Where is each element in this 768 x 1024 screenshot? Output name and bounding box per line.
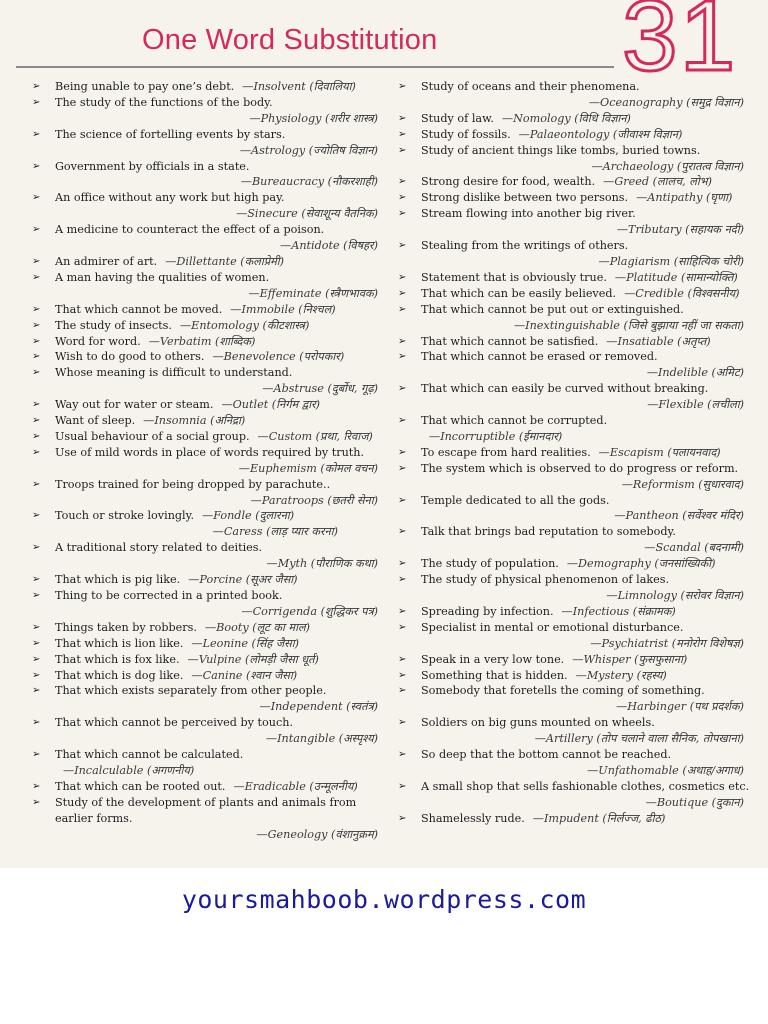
entry-answer: —Nomology (विधि विज्ञान) bbox=[501, 111, 631, 125]
word-entry bbox=[398, 668, 744, 684]
entry-definition: Study of ancient things like tombs, buried towns. bbox=[421, 143, 701, 157]
word-entry bbox=[398, 190, 744, 206]
arrow-bullet-icon: ➢ bbox=[398, 669, 407, 681]
entry-definition: Want of sleep. bbox=[55, 414, 136, 428]
right-column bbox=[398, 79, 750, 827]
entry-answer: —Demography (जनसांख्यिकी) bbox=[566, 557, 716, 571]
arrow-bullet-icon: ➢ bbox=[398, 351, 407, 363]
word-entry bbox=[32, 652, 378, 668]
entry-definition: Government by officials in a state. bbox=[55, 159, 250, 173]
word-entry bbox=[398, 111, 744, 127]
entry-definition: Study of oceans and their phenomena. bbox=[421, 80, 640, 93]
word-entry bbox=[32, 540, 378, 572]
word-entry bbox=[398, 127, 744, 143]
word-entry bbox=[398, 683, 744, 715]
entry-answer: —Abstruse (दुर्बोध, गूढ़) bbox=[262, 382, 378, 396]
word-entry bbox=[32, 318, 378, 334]
entry-definition: Use of mild words in place of words required by truth. bbox=[55, 445, 365, 459]
arrow-bullet-icon: ➢ bbox=[398, 462, 407, 474]
word-entry bbox=[32, 397, 378, 413]
entry-answer: —Porcine (सूअर जैसा) bbox=[188, 573, 298, 587]
entry-definition: Talk that brings bad reputation to somebody. bbox=[421, 525, 676, 539]
arrow-bullet-icon: ➢ bbox=[32, 621, 41, 633]
entry-definition: The science of fortelling events by stars. bbox=[55, 127, 286, 141]
entry-definition: A traditional story related to deities. bbox=[55, 541, 263, 555]
entry-answer: —Outlet (निर्गम द्वार) bbox=[221, 398, 321, 412]
word-entry bbox=[398, 413, 744, 445]
entry-answer: —Verbatim (शाब्दिक) bbox=[148, 334, 256, 348]
arrow-bullet-icon: ➢ bbox=[398, 494, 407, 506]
entry-definition: Specialist in mental or emotional disturbance. bbox=[421, 620, 684, 634]
entry-answer: —Bureaucracy (नौकरशाही) bbox=[240, 175, 378, 189]
word-entry bbox=[32, 159, 378, 191]
entry-definition: An admirer of art. bbox=[55, 254, 158, 268]
arrow-bullet-icon: ➢ bbox=[32, 510, 41, 522]
word-entry bbox=[32, 334, 378, 350]
arrow-bullet-icon: ➢ bbox=[398, 287, 407, 299]
entry-definition: Thing to be corrected in a printed book. bbox=[55, 589, 283, 602]
entry-definition: That which cannot be put out or extinguished. bbox=[421, 302, 684, 316]
entry-definition: Wish to do good to others. bbox=[55, 350, 205, 364]
entry-answer: —Intangible (अस्पृश्य) bbox=[265, 732, 378, 746]
word-entry bbox=[398, 779, 750, 811]
arrow-bullet-icon: ➢ bbox=[32, 574, 41, 586]
arrow-bullet-icon: ➢ bbox=[398, 192, 407, 204]
arrow-bullet-icon: ➢ bbox=[398, 271, 407, 283]
arrow-bullet-icon: ➢ bbox=[398, 415, 407, 427]
entry-definition: An office without any work but high pay. bbox=[55, 191, 285, 205]
entry-answer: —Psychiatrist (मनोरोग विशेषज्ञ) bbox=[590, 636, 744, 650]
entry-answer-alt: —Caress (लाड़ प्यार करना) bbox=[212, 525, 338, 539]
entry-answer: —Archaeology (पुरातत्व विज्ञान) bbox=[591, 159, 744, 173]
chapter-number: 31 bbox=[622, 0, 738, 92]
entry-answer: —Fondle (दुलारना) bbox=[202, 509, 295, 523]
word-entry bbox=[32, 79, 378, 95]
arrow-bullet-icon: ➢ bbox=[32, 749, 41, 761]
entry-definition: The study of insects. bbox=[55, 318, 172, 332]
arrow-bullet-icon: ➢ bbox=[398, 653, 407, 665]
arrow-bullet-icon: ➢ bbox=[398, 128, 407, 140]
entry-definition: Stealing from the writings of others. bbox=[421, 239, 629, 253]
entry-answer: —Insomnia (अनिद्रा) bbox=[143, 414, 246, 428]
entry-answer: —Immobile (निश्चल) bbox=[230, 302, 336, 316]
entry-definition: Strong dislike between two persons. bbox=[421, 191, 629, 205]
entry-definition: So deep that the bottom cannot be reached. bbox=[421, 748, 672, 762]
entry-answer: —Plagiarism (साहित्यिक चोरी) bbox=[598, 254, 744, 268]
arrow-bullet-icon: ➢ bbox=[398, 335, 407, 347]
arrow-bullet-icon: ➢ bbox=[398, 780, 407, 792]
entry-definition: Touch or stroke lovingly. bbox=[55, 509, 195, 523]
word-entry bbox=[398, 811, 744, 827]
entry-answer: —Unfathomable (अथाह/अगाध) bbox=[587, 763, 744, 777]
entry-answer: —Antidote (विषहर) bbox=[280, 239, 378, 253]
entry-answer: —Artillery (तोप चलाने वाला सैनिक, तोपखाना) bbox=[534, 732, 744, 746]
word-entry bbox=[398, 334, 744, 350]
word-entry bbox=[398, 652, 744, 668]
entry-definition: Shamelessly rude. bbox=[421, 811, 525, 825]
arrow-bullet-icon: ➢ bbox=[398, 526, 407, 538]
entry-answer: —Incalculable (अगणनीय) bbox=[63, 763, 195, 777]
arrow-bullet-icon: ➢ bbox=[32, 335, 41, 347]
entry-definition: Temple dedicated to all the gods. bbox=[421, 493, 610, 507]
arrow-bullet-icon: ➢ bbox=[32, 271, 41, 283]
word-entry bbox=[398, 349, 744, 381]
entry-answer: —Inextinguishable (जिसे बुझाया नहीं जा सकता) bbox=[513, 318, 744, 332]
entry-answer: —Canine (श्वान जैसा) bbox=[191, 668, 298, 682]
entry-definition: Things taken by robbers. bbox=[55, 620, 197, 634]
entry-answer: —Scandal (बदनामी) bbox=[644, 541, 744, 555]
arrow-bullet-icon: ➢ bbox=[32, 303, 41, 315]
entry-definition: That which is pig like. bbox=[55, 573, 181, 587]
title-underline bbox=[16, 66, 614, 68]
arrow-bullet-icon: ➢ bbox=[32, 542, 41, 554]
arrow-bullet-icon: ➢ bbox=[398, 240, 407, 252]
entry-definition: Way out for water or steam. bbox=[55, 398, 214, 412]
word-entry bbox=[32, 254, 378, 270]
entry-definition: That which is lion like. bbox=[55, 636, 184, 650]
entry-definition: Soldiers on big guns mounted on wheels. bbox=[421, 716, 655, 730]
arrow-bullet-icon: ➢ bbox=[398, 605, 407, 617]
entry-answer: —Eradicable (उन्मूलनीय) bbox=[233, 779, 358, 793]
entry-definition: Speak in a very low tone. bbox=[421, 652, 565, 666]
entry-definition: To escape from hard realities. bbox=[421, 445, 591, 459]
entry-definition: The study of physical phenomenon of lakes. bbox=[421, 573, 670, 587]
entry-definition: That which cannot be moved. bbox=[55, 302, 223, 316]
arrow-bullet-icon: ➢ bbox=[32, 224, 41, 236]
arrow-bullet-icon: ➢ bbox=[32, 415, 41, 427]
word-entry bbox=[398, 445, 744, 461]
word-entry bbox=[32, 365, 378, 397]
entry-definition: Statement that is obviously true. bbox=[421, 270, 607, 284]
entry-answer: —Entomology (कीटशास्त्र) bbox=[179, 318, 310, 332]
arrow-bullet-icon: ➢ bbox=[32, 96, 41, 108]
arrow-bullet-icon: ➢ bbox=[398, 749, 407, 761]
entry-answer: —Credible (विश्वसनीय) bbox=[624, 286, 740, 300]
arrow-bullet-icon: ➢ bbox=[32, 717, 41, 729]
word-entry bbox=[398, 493, 744, 525]
entry-definition: Somebody that foretells the coming of something. bbox=[421, 684, 705, 698]
entry-answer: —Impudent (निर्लज्ज, ढीठ) bbox=[532, 811, 666, 825]
arrow-bullet-icon: ➢ bbox=[398, 685, 407, 697]
word-entry bbox=[32, 715, 378, 747]
entry-answer: —Leonine (सिंह जैसा) bbox=[191, 636, 300, 650]
entry-definition: Study of fossils. bbox=[421, 127, 511, 141]
arrow-bullet-icon: ➢ bbox=[398, 717, 407, 729]
arrow-bullet-icon: ➢ bbox=[32, 796, 41, 808]
word-entry bbox=[398, 572, 744, 604]
arrow-bullet-icon: ➢ bbox=[32, 160, 41, 172]
entry-definition: Usual behaviour of a social group. bbox=[55, 429, 250, 443]
entry-answer: —Paratroops (छतरी सेना) bbox=[250, 493, 378, 507]
word-entry bbox=[398, 206, 744, 238]
arrow-bullet-icon: ➢ bbox=[32, 653, 41, 665]
word-entry bbox=[32, 683, 378, 715]
left-column bbox=[32, 79, 378, 843]
entry-answer: —Tributary (सहायक नदी) bbox=[616, 223, 744, 237]
entry-answer: —Sinecure (सेवाशून्य वैतनिक) bbox=[236, 207, 378, 221]
word-entry bbox=[32, 572, 378, 588]
entry-definition: Troops trained for being dropped by parachute.. bbox=[55, 477, 331, 491]
arrow-bullet-icon: ➢ bbox=[32, 685, 41, 697]
arrow-bullet-icon: ➢ bbox=[398, 176, 407, 188]
entry-definition: That which cannot be corrupted. bbox=[421, 414, 608, 428]
entry-answer: —Myth (पौराणिक कथा) bbox=[266, 557, 378, 571]
arrow-bullet-icon: ➢ bbox=[32, 255, 41, 267]
arrow-bullet-icon: ➢ bbox=[398, 112, 407, 124]
entry-definition: Study of the development of plants and animals from earlier forms. bbox=[55, 795, 357, 825]
word-entry bbox=[398, 604, 744, 620]
arrow-bullet-icon: ➢ bbox=[398, 383, 407, 395]
arrow-bullet-icon: ➢ bbox=[398, 144, 407, 156]
footer-url: yoursmahboob.wordpress.com bbox=[181, 885, 587, 914]
entry-answer: —Mystery (रहस्य) bbox=[575, 668, 667, 682]
arrow-bullet-icon: ➢ bbox=[32, 128, 41, 140]
entry-answer: —Harbinger (पथ प्रदर्शक) bbox=[616, 700, 744, 714]
entry-definition: That which cannot be calculated. bbox=[55, 748, 244, 762]
word-entry bbox=[32, 636, 378, 652]
entry-answer: —Insolvent (दिवालिया) bbox=[242, 80, 356, 93]
word-entry bbox=[398, 556, 744, 572]
entry-answer: —Custom (प्रथा, रिवाज) bbox=[257, 429, 373, 443]
entry-definition: A medicine to counteract the effect of a poison. bbox=[55, 223, 325, 237]
word-entry bbox=[398, 524, 744, 556]
entry-definition: That which can easily be curved without breaking. bbox=[421, 382, 709, 396]
entry-answer: —Platitude (सामान्योक्ति) bbox=[614, 270, 738, 284]
arrow-bullet-icon: ➢ bbox=[398, 81, 407, 92]
page-title: One Word Substitution bbox=[142, 24, 438, 56]
word-entry bbox=[32, 270, 378, 302]
entry-answer: —Flexible (लचीला) bbox=[647, 398, 744, 412]
word-entry bbox=[32, 127, 378, 159]
entry-definition: That which can be rooted out. bbox=[55, 779, 226, 793]
word-entry bbox=[32, 795, 378, 843]
word-entry bbox=[32, 779, 378, 795]
entry-answer: —Physiology (शरीर शास्त्र) bbox=[249, 111, 378, 125]
entry-definition: The study of the functions of the body. bbox=[55, 95, 273, 109]
word-entry bbox=[32, 508, 378, 540]
arrow-bullet-icon: ➢ bbox=[398, 303, 407, 315]
entry-definition: That which exists separately from other people. bbox=[55, 684, 327, 698]
entry-answer: —Incorruptible (ईमानदार) bbox=[429, 429, 563, 443]
entry-answer: —Booty (लूट का माल) bbox=[204, 620, 310, 634]
entry-answer: —Independent (स्वतंत्र) bbox=[259, 700, 378, 714]
entry-answer: —Limnology (सरोवर विज्ञान) bbox=[606, 589, 744, 602]
word-entry bbox=[398, 747, 744, 779]
entry-definition: That which can be easily believed. bbox=[421, 286, 617, 300]
entry-definition: The system which is observed to do progress or reform. bbox=[421, 461, 739, 475]
entry-definition: That which is fox like. bbox=[55, 652, 180, 666]
word-entry bbox=[398, 143, 744, 175]
arrow-bullet-icon: ➢ bbox=[32, 319, 41, 331]
arrow-bullet-icon: ➢ bbox=[32, 478, 41, 490]
entry-answer: —Vulpine (लोमड़ी जैसा धूर्त) bbox=[187, 652, 319, 666]
word-entry bbox=[398, 302, 744, 334]
word-entry bbox=[398, 270, 744, 286]
entry-answer: —Boutique (दुकान) bbox=[645, 795, 744, 809]
word-entry bbox=[398, 79, 744, 111]
word-entry bbox=[32, 190, 378, 222]
arrow-bullet-icon: ➢ bbox=[32, 780, 41, 792]
arrow-bullet-icon: ➢ bbox=[32, 446, 41, 458]
entry-definition: Word for word. bbox=[55, 334, 141, 348]
arrow-bullet-icon: ➢ bbox=[32, 399, 41, 411]
entry-answer: —Infectious (संक्रामक) bbox=[561, 604, 676, 618]
arrow-bullet-icon: ➢ bbox=[32, 81, 41, 92]
arrow-bullet-icon: ➢ bbox=[32, 590, 41, 601]
word-entry bbox=[32, 429, 378, 445]
arrow-bullet-icon: ➢ bbox=[398, 621, 407, 633]
arrow-bullet-icon: ➢ bbox=[32, 367, 41, 379]
entry-answer: —Indelible (अमिट) bbox=[646, 366, 744, 380]
word-entry bbox=[398, 381, 744, 413]
entry-definition: That which is dog like. bbox=[55, 668, 184, 682]
entry-definition: Something that is hidden. bbox=[421, 668, 568, 682]
entry-answer: —Corrigenda (शुद्धिकर पत्र) bbox=[241, 604, 378, 618]
entry-answer: —Pantheon (सर्वेश्वर मंदिर) bbox=[614, 509, 744, 523]
entry-definition: Strong desire for food, wealth. bbox=[421, 175, 596, 189]
arrow-bullet-icon: ➢ bbox=[398, 558, 407, 570]
entry-definition: That which cannot be satisfied. bbox=[421, 334, 599, 348]
arrow-bullet-icon: ➢ bbox=[32, 430, 41, 442]
arrow-bullet-icon: ➢ bbox=[32, 351, 41, 363]
word-entry bbox=[32, 349, 378, 365]
word-entry bbox=[32, 620, 378, 636]
arrow-bullet-icon: ➢ bbox=[398, 446, 407, 458]
entry-answer: —Whisper (फुसफुसाना) bbox=[572, 652, 688, 666]
entry-answer: —Oceanography (समुद्र विज्ञान) bbox=[588, 95, 744, 109]
entry-answer: —Astrology (ज्योतिष विज्ञान) bbox=[239, 143, 378, 157]
entry-answer: —Geneology (वंशानुक्रम) bbox=[256, 827, 378, 841]
entry-answer: —Insatiable (अतृप्त) bbox=[606, 334, 711, 348]
arrow-bullet-icon: ➢ bbox=[398, 812, 407, 824]
word-entry bbox=[32, 302, 378, 318]
entry-answer: —Reformism (सुधारवाद) bbox=[621, 477, 744, 491]
entry-definition: Study of law. bbox=[421, 111, 494, 125]
entry-answer: —Greed (लालच, लोभ) bbox=[603, 175, 712, 189]
word-entry bbox=[32, 445, 378, 477]
arrow-bullet-icon: ➢ bbox=[398, 574, 407, 586]
word-entry bbox=[32, 588, 378, 620]
entry-answer: —Euphemism (कोमल वचन) bbox=[238, 461, 378, 475]
entry-definition: That which cannot be perceived by touch. bbox=[55, 716, 294, 730]
arrow-bullet-icon: ➢ bbox=[32, 669, 41, 681]
entry-answer: —Antipathy (घृणा) bbox=[636, 191, 733, 205]
word-entry bbox=[32, 747, 378, 779]
word-entry bbox=[398, 620, 744, 652]
entry-definition: The study of population. bbox=[421, 557, 559, 571]
word-entry bbox=[398, 174, 744, 190]
entry-answer: —Palaeontology (जीवाश्म विज्ञान) bbox=[518, 127, 683, 141]
entry-answer: —Effeminate (स्त्रैणभावक) bbox=[248, 286, 378, 300]
word-entry bbox=[398, 286, 744, 302]
word-entry bbox=[32, 477, 378, 509]
entry-definition: Spreading by infection. bbox=[421, 604, 554, 618]
word-entry bbox=[32, 95, 378, 127]
entry-definition: That which cannot be erased or removed. bbox=[421, 350, 658, 364]
entry-answer: —Escapism (पलायनवाद) bbox=[598, 445, 721, 459]
word-entry bbox=[32, 413, 378, 429]
entry-definition: Being unable to pay one’s debt. bbox=[55, 80, 235, 93]
entry-answer: —Dillettante (कलाप्रेमी) bbox=[165, 254, 285, 268]
word-entry bbox=[398, 461, 744, 493]
entry-definition: Stream flowing into another big river. bbox=[421, 207, 636, 221]
word-entry bbox=[32, 222, 378, 254]
word-entry bbox=[398, 715, 744, 747]
arrow-bullet-icon: ➢ bbox=[32, 192, 41, 204]
arrow-bullet-icon: ➢ bbox=[32, 637, 41, 649]
entry-definition: Whose meaning is difficult to understand. bbox=[55, 366, 293, 380]
word-entry bbox=[398, 238, 744, 270]
entry-definition: A man having the qualities of women. bbox=[55, 270, 270, 284]
word-entry bbox=[32, 668, 378, 684]
entry-answer: —Benevolence (परोपकार) bbox=[212, 350, 345, 364]
arrow-bullet-icon: ➢ bbox=[398, 208, 407, 220]
entry-definition: A small shop that sells fashionable clothes, cosmetics etc. bbox=[421, 779, 750, 793]
